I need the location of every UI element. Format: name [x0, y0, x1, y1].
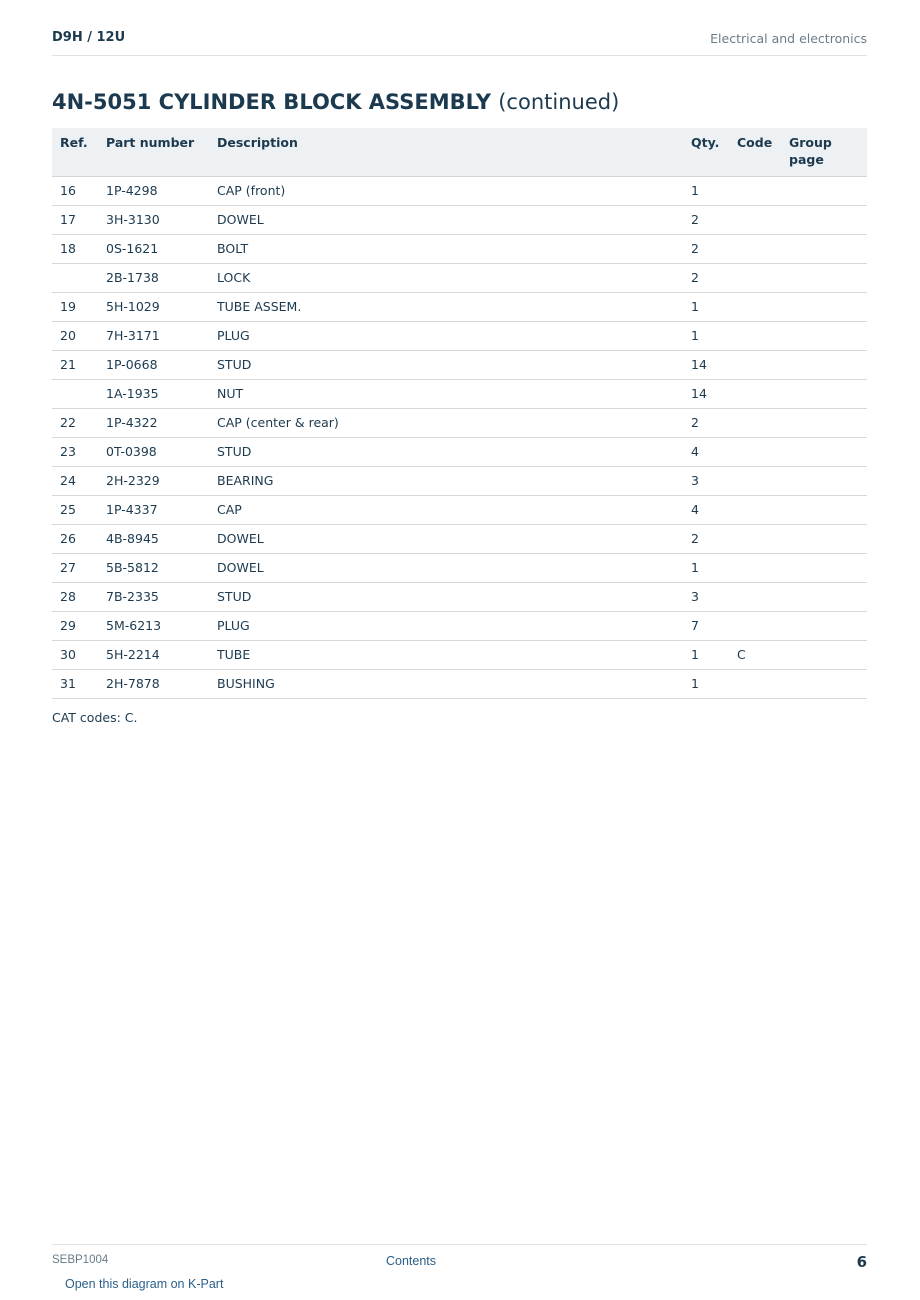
- col-group-page-label: Group page: [789, 135, 832, 167]
- cell-ref: 20: [52, 321, 106, 350]
- cell-code: [737, 379, 789, 408]
- table-row: [52, 263, 867, 292]
- page-header: [52, 26, 867, 56]
- page-footer: [52, 1244, 867, 1275]
- cell-ref: 21: [52, 350, 106, 379]
- table-row: [52, 350, 867, 379]
- cell-description: DOWEL: [217, 205, 691, 234]
- cell-ref: 27: [52, 553, 106, 582]
- parts-table: [52, 128, 867, 699]
- cell-part-number: 2H-2329: [106, 466, 217, 495]
- cell-group-page: [789, 263, 867, 292]
- cell-description: BUSHING: [217, 669, 691, 698]
- cell-part-number: 1P-4337: [106, 495, 217, 524]
- cell-code: [737, 321, 789, 350]
- col-code: Code: [737, 128, 789, 176]
- machine-model: D9H / 12U: [52, 30, 126, 45]
- cell-qty: 2: [691, 408, 737, 437]
- cell-ref: 19: [52, 292, 106, 321]
- cell-code: [737, 205, 789, 234]
- cell-ref: 30: [52, 640, 106, 669]
- col-qty-label: Qty.: [691, 135, 720, 150]
- cell-description: STUD: [217, 582, 691, 611]
- cell-description: TUBE ASSEM.: [217, 292, 691, 321]
- cell-ref: 17: [52, 205, 106, 234]
- cell-qty: 1: [691, 321, 737, 350]
- col-qty: [691, 128, 737, 176]
- table-row: [52, 176, 867, 205]
- cell-group-page: [789, 611, 867, 640]
- cell-part-number: 1P-0668: [106, 350, 217, 379]
- table-row: [52, 669, 867, 698]
- cell-group-page: [789, 205, 867, 234]
- cell-code: [737, 437, 789, 466]
- cell-description: LOCK: [217, 263, 691, 292]
- table-row: [52, 553, 867, 582]
- cell-qty: 2: [691, 263, 737, 292]
- cell-group-page: [789, 582, 867, 611]
- cell-part-number: 0S-1621: [106, 234, 217, 263]
- cell-qty: 1: [691, 292, 737, 321]
- cell-group-page: [789, 321, 867, 350]
- cell-ref: 25: [52, 495, 106, 524]
- table-row: [52, 524, 867, 553]
- cell-group-page: [789, 379, 867, 408]
- col-part-number: Part number: [106, 128, 217, 176]
- cell-description: PLUG: [217, 321, 691, 350]
- cell-code: [737, 292, 789, 321]
- cell-code: [737, 669, 789, 698]
- cell-qty: 4: [691, 495, 737, 524]
- cell-ref: 29: [52, 611, 106, 640]
- cell-ref: [52, 263, 106, 292]
- cell-description: TUBE: [217, 640, 691, 669]
- cell-part-number: 2B-1738: [106, 263, 217, 292]
- cell-qty: 2: [691, 234, 737, 263]
- cell-qty: 1: [691, 553, 737, 582]
- cell-code: [737, 582, 789, 611]
- cell-description: STUD: [217, 350, 691, 379]
- cell-ref: 26: [52, 524, 106, 553]
- assembly-title: 4N-5051 CYLINDER BLOCK ASSEMBLY: [52, 90, 491, 114]
- cell-group-page: [789, 176, 867, 205]
- table-row: [52, 495, 867, 524]
- cell-code: [737, 495, 789, 524]
- cell-qty: 3: [691, 466, 737, 495]
- contents-link[interactable]: Contents: [386, 1254, 437, 1268]
- cell-description: BEARING: [217, 466, 691, 495]
- cell-qty: 14: [691, 379, 737, 408]
- table-row: [52, 234, 867, 263]
- cell-ref: 22: [52, 408, 106, 437]
- cell-part-number: 7H-3171: [106, 321, 217, 350]
- cell-code: C: [737, 640, 789, 669]
- cell-description: CAP: [217, 495, 691, 524]
- cell-description: PLUG: [217, 611, 691, 640]
- cell-qty: 2: [691, 524, 737, 553]
- cell-qty: 1: [691, 176, 737, 205]
- cell-ref: 24: [52, 466, 106, 495]
- table-row: [52, 205, 867, 234]
- cell-qty: 4: [691, 437, 737, 466]
- cell-part-number: 5M-6213: [106, 611, 217, 640]
- section-name: Electrical and electronics: [710, 31, 867, 46]
- cell-group-page: [789, 669, 867, 698]
- cell-group-page: [789, 524, 867, 553]
- cell-part-number: 3H-3130: [106, 205, 217, 234]
- cell-part-number: 4B-8945: [106, 524, 217, 553]
- cell-group-page: [789, 292, 867, 321]
- cell-part-number: 1P-4298: [106, 176, 217, 205]
- cell-qty: 1: [691, 669, 737, 698]
- cell-part-number: 7B-2335: [106, 582, 217, 611]
- cell-ref: 31: [52, 669, 106, 698]
- kpart-link[interactable]: Open this diagram on K-Part: [65, 1277, 224, 1291]
- cell-qty: 3: [691, 582, 737, 611]
- table-row: [52, 611, 867, 640]
- cell-ref: 16: [52, 176, 106, 205]
- cell-group-page: [789, 437, 867, 466]
- cell-qty: 2: [691, 205, 737, 234]
- table-header-row: [52, 128, 867, 176]
- cell-code: [737, 466, 789, 495]
- cell-description: DOWEL: [217, 524, 691, 553]
- cell-description: CAP (front): [217, 176, 691, 205]
- cell-description: NUT: [217, 379, 691, 408]
- cell-code: [737, 553, 789, 582]
- cell-part-number: 2H-7878: [106, 669, 217, 698]
- cell-part-number: 1A-1935: [106, 379, 217, 408]
- table-row: [52, 321, 867, 350]
- cell-description: CAP (center & rear): [217, 408, 691, 437]
- cell-qty: 7: [691, 611, 737, 640]
- col-group-page: [789, 128, 867, 176]
- cell-code: [737, 263, 789, 292]
- cell-qty: 14: [691, 350, 737, 379]
- cell-ref: [52, 379, 106, 408]
- cell-part-number: 5B-5812: [106, 553, 217, 582]
- table-row: [52, 408, 867, 437]
- cell-description: STUD: [217, 437, 691, 466]
- cell-code: [737, 350, 789, 379]
- cell-group-page: [789, 466, 867, 495]
- cell-group-page: [789, 350, 867, 379]
- cell-code: [737, 611, 789, 640]
- table-row: [52, 437, 867, 466]
- cell-code: [737, 234, 789, 263]
- table-row: [52, 466, 867, 495]
- cell-code: [737, 176, 789, 205]
- cell-part-number: 5H-1029: [106, 292, 217, 321]
- cell-description: BOLT: [217, 234, 691, 263]
- cell-code: [737, 408, 789, 437]
- cell-group-page: [789, 553, 867, 582]
- cell-ref: 18: [52, 234, 106, 263]
- cell-group-page: [789, 640, 867, 669]
- title-suffix: (continued): [498, 90, 620, 114]
- cell-group-page: [789, 408, 867, 437]
- table-row: [52, 582, 867, 611]
- cell-ref: 23: [52, 437, 106, 466]
- table-row: [52, 379, 867, 408]
- cell-qty: 1: [691, 640, 737, 669]
- page-number: 6: [856, 1253, 867, 1271]
- cell-part-number: 1P-4322: [106, 408, 217, 437]
- cell-part-number: 0T-0398: [106, 437, 217, 466]
- col-ref: Ref.: [52, 128, 106, 176]
- table-row: [52, 292, 867, 321]
- cell-description: DOWEL: [217, 553, 691, 582]
- cell-ref: 28: [52, 582, 106, 611]
- document-id: SEBP1004: [52, 1254, 109, 1266]
- table-row: [52, 640, 867, 669]
- cell-group-page: [789, 495, 867, 524]
- cell-group-page: [789, 234, 867, 263]
- cell-code: [737, 524, 789, 553]
- cell-part-number: 5H-2214: [106, 640, 217, 669]
- col-description: Description: [217, 128, 691, 176]
- cat-codes-note: CAT codes: C.: [52, 710, 138, 725]
- page-title: [52, 90, 619, 114]
